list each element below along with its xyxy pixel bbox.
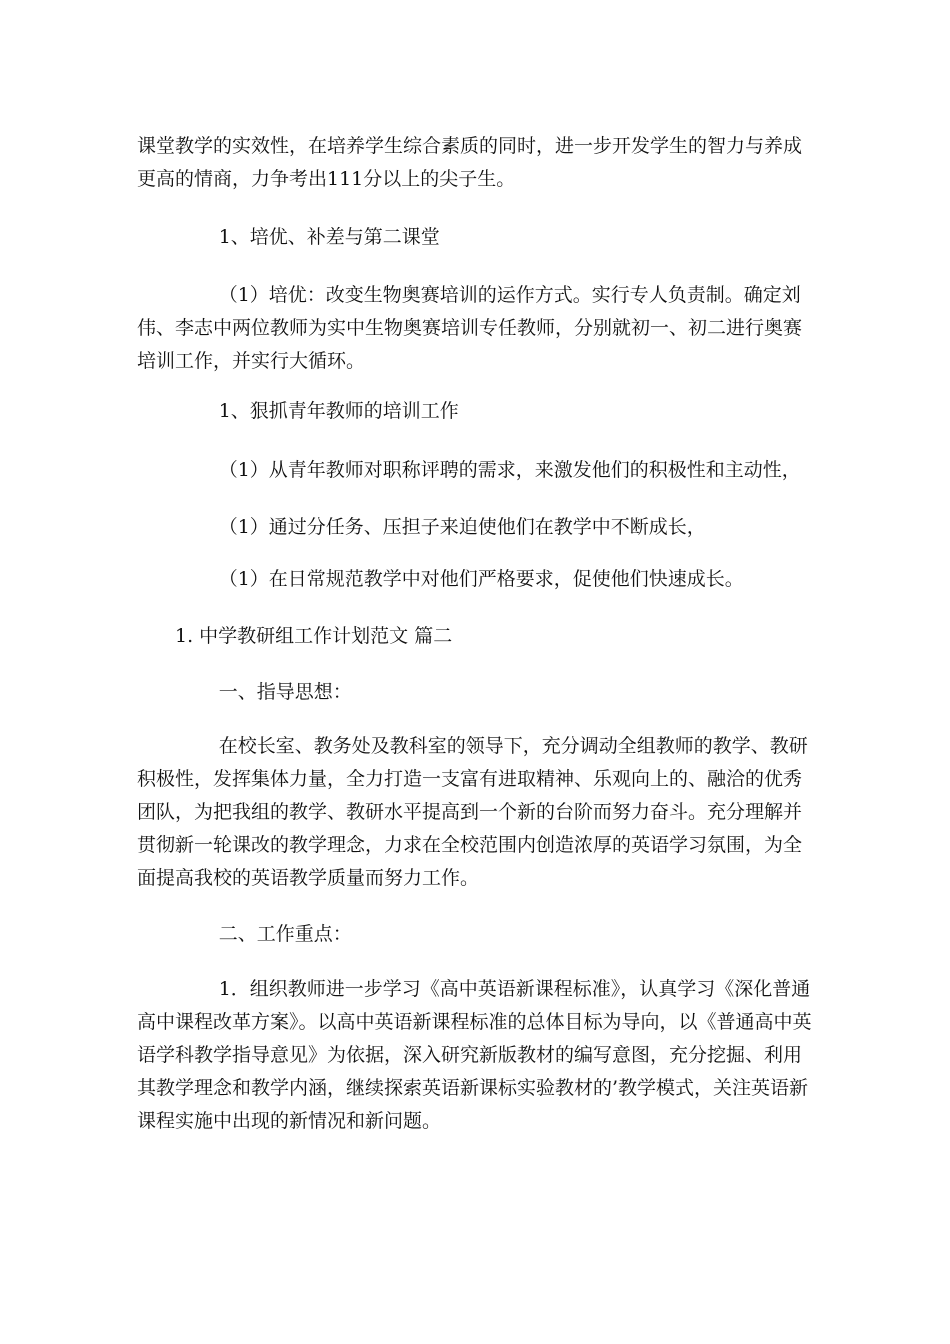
heading-training-section: 1、培优、补差与第二课堂 xyxy=(218,226,440,248)
paragraph-guiding-ideology: 在校长室、教务处及教科室的领导下，充分调动全组教师的教学、教研积极性，发挥集体力量，全力打造一支富有进取精神、乐观向上的、融洽的优秀团队，为把我组的教学、教研水平提高到一个新的台阶而努力奋斗。充分理解并贯彻新一轮课改的教学理念，力求在全校范围内创造浓厚的英语学习氛围，为全面提高我校的英语教学质量而努力工作。 xyxy=(137,735,808,889)
paragraph-work-focus-1: 1．组织教师进一步学习《高中英语新课程标准》，认真学习《深化普通高中课程改革方案》。以高中英语新课程标准的总体目标为导向，以《普通高中英语学科教学指导意见》为依据，深入研究新版教材的编写意图，充分挖掘、利用其教学理念和教学内涵，继续探索英语新课标实验教材的’教学模式，关注英语新课程实施中出现的新情况和新问题。 xyxy=(137,978,812,1132)
paragraph-title-evaluation: （1）从青年教师对职称评聘的需求，来激发他们的积极性和主动性， xyxy=(218,459,801,481)
heading-work-focus: 二、工作重点： xyxy=(218,923,352,945)
paragraph-strict-requirements: （1）在日常规范教学中对他们严格要求，促使他们快速成长。 xyxy=(218,568,744,590)
paragraph-assign-tasks: （1）通过分任务、压担子来迫使他们在教学中不断成长， xyxy=(218,516,706,538)
paragraph-intro-continuation: 课堂教学的实效性，在培养学生综合素质的同时，进一步开发学生的智力与养成更高的情商，力争考出111分以上的尖子生。 xyxy=(137,135,803,190)
heading-young-teacher-training: 1、狠抓青年教师的培训工作 xyxy=(218,400,459,422)
heading-guiding-ideology: 一、指导思想： xyxy=(218,681,352,703)
section-title-part-two: 1. 中学教研组工作计划范文 篇二 xyxy=(175,625,453,647)
paragraph-olympiad-training: （1）培优：改变生物奥赛培训的运作方式。实行专人负责制。确定刘伟、李志中两位教师为实中生物奥赛培训专任教师，分别就初一、初二进行奥赛培训工作，并实行大循环。 xyxy=(137,284,803,372)
